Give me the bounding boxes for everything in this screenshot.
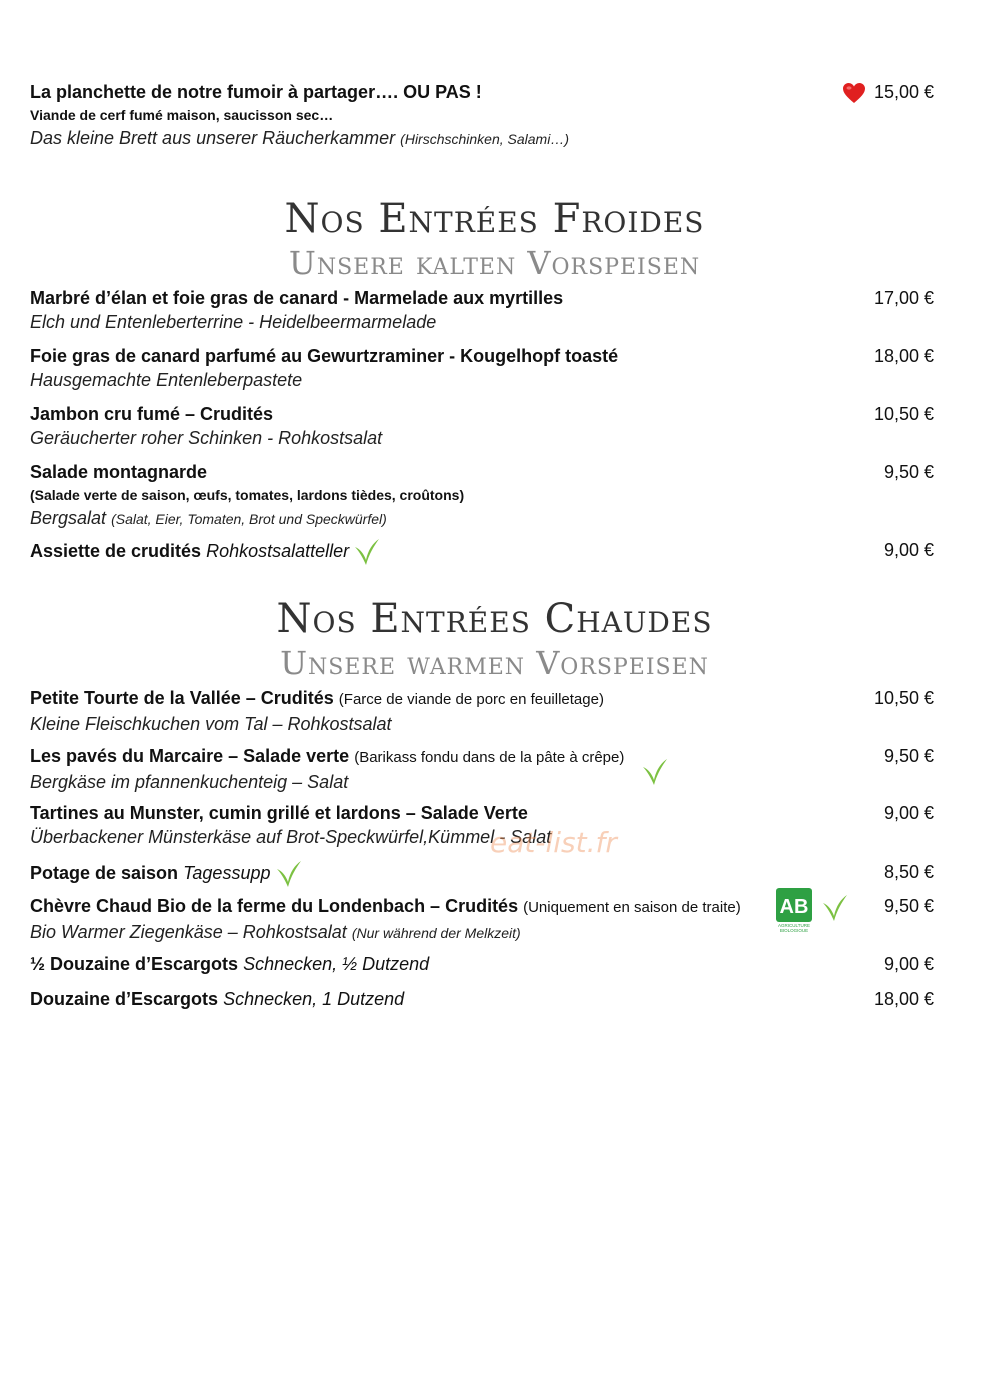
item-name-fr: Salade montagnarde (30, 462, 208, 482)
leaf-icon (276, 860, 302, 888)
item-name-fr: Potage de saison Tagessupp (30, 860, 934, 888)
item-price: 10,50 € (873, 688, 934, 708)
section-title-cold: Nos Entrées Froides (284, 196, 705, 242)
item-name-fr: Tartines au Munster, cumin grillé et lardons – Salade Verte (30, 803, 528, 823)
item-price: 18,00 € (873, 346, 934, 366)
item-name-de: Tagessupp (183, 862, 271, 883)
item-name-de: Geräucherter roher Schinken - Rohkostsalat (30, 428, 383, 448)
leaf-icon (642, 758, 668, 786)
item-price: 9,50 € (883, 462, 934, 482)
item-name-fr: Petite Tourte de la Vallée – Crudités (Farce de viande de porc en feuilletage) (30, 688, 604, 708)
ab-logo-caption: AGRICULTURE (778, 923, 810, 928)
item-price: 8,50 € (883, 862, 934, 882)
item-description-fr: (Salade verte de saison, œufs, tomates, lardons tièdes, croûtons) (30, 487, 465, 503)
menu-item (30, 744, 934, 794)
item-name-fr: ½ Douzaine d’Escargots Schnecken, ½ Dutzend (30, 954, 430, 974)
item-name-de: Schnecken, ½ Dutzend (243, 954, 430, 974)
item-price: 9,50 € (883, 746, 934, 766)
item-name-fr: Chèvre Chaud Bio de la ferme du Londenbach – Crudités (Uniquement en saison de traite) (30, 896, 741, 916)
menu-item (30, 460, 934, 531)
item-price: 17,00 € (873, 288, 934, 308)
menu-item (30, 894, 934, 945)
item-name-de: Bergkäse im pfannenkuchenteig – Salat (30, 772, 349, 792)
section-title-hot: Nos Entrées Chaudes (276, 596, 713, 642)
item-price: 9,00 € (883, 954, 934, 974)
item-price: 9,00 € (883, 540, 934, 560)
item-name-de: Bio Warmer Ziegenkäse – Rohkostsalat (Nur während der Melkzeit) (30, 922, 521, 942)
menu-item (30, 801, 934, 849)
item-name-fr: Marbré d’élan et foie gras de canard - Marmelade aux myrtilles (30, 288, 564, 308)
item-price: 9,00 € (883, 803, 934, 823)
item-name-fr: Douzaine d’Escargots Schnecken, 1 Dutzend (30, 989, 405, 1009)
heart-icon (842, 82, 866, 104)
item-name-fr: La planchette de notre fumoir à partager…. OU PAS ! (30, 82, 482, 102)
menu-item (30, 952, 934, 976)
item-price: 9,50 € (883, 896, 934, 916)
item-name-de: Überbackener Münsterkäse auf Brot-Speckwürfel,Kümmel - Salat (30, 827, 552, 847)
item-name-de: Elch und Entenleberterrine - Heidelbeermarmelade (30, 312, 437, 332)
ab-logo-text: AB (779, 896, 809, 918)
item-price: 15,00 € (842, 80, 934, 104)
item-name-de: Kleine Fleischkuchen vom Tal – Rohkostsalat (30, 714, 392, 734)
menu-item (30, 860, 934, 888)
item-name-de: Das kleine Brett aus unserer Räucherkammer (Hirschschinken, Salami…) (30, 128, 569, 148)
menu-item-planchette (30, 80, 934, 151)
item-price: 18,00 € (873, 989, 934, 1009)
item-name-de: Rohkostsalatteller (206, 540, 350, 561)
menu-item (30, 538, 934, 566)
section-subtitle-hot: Unsere warmen Vorspeisen (280, 644, 709, 682)
item-name-fr: Les pavés du Marcaire – Salade verte (Barikass fondu dans de la pâte à crêpe) (30, 746, 625, 766)
menu-item (30, 686, 934, 736)
item-name-de: Bergsalat (Salat, Eier, Tomaten, Brot und Speckwürfel) (30, 508, 387, 528)
item-name-fr: Foie gras de canard parfumé au Gewurtzraminer - Kougelhopf toasté (30, 346, 619, 366)
menu-item (30, 286, 934, 334)
leaf-icon (822, 894, 848, 922)
item-name-fr: Assiette de crudités Rohkostsalatteller (30, 538, 934, 566)
menu-item (30, 987, 934, 1011)
section-subtitle-cold: Unsere kalten Vorspeisen (288, 244, 701, 282)
item-price: 10,50 € (873, 404, 934, 424)
watermark: eat-list.fr (490, 826, 617, 859)
item-name-de: Schnecken, 1 Dutzend (223, 989, 405, 1009)
item-name-de: Hausgemachte Entenleberpastete (30, 370, 303, 390)
item-name-fr: Jambon cru fumé – Crudités (30, 404, 274, 424)
ab-organic-logo (776, 888, 812, 932)
menu-item (30, 344, 934, 392)
menu-item (30, 402, 934, 450)
item-description-fr: Viande de cerf fumé maison, saucisson sec… (30, 107, 334, 123)
leaf-icon (354, 538, 380, 566)
ab-logo-caption: BIOLOGIQUE (779, 928, 809, 932)
